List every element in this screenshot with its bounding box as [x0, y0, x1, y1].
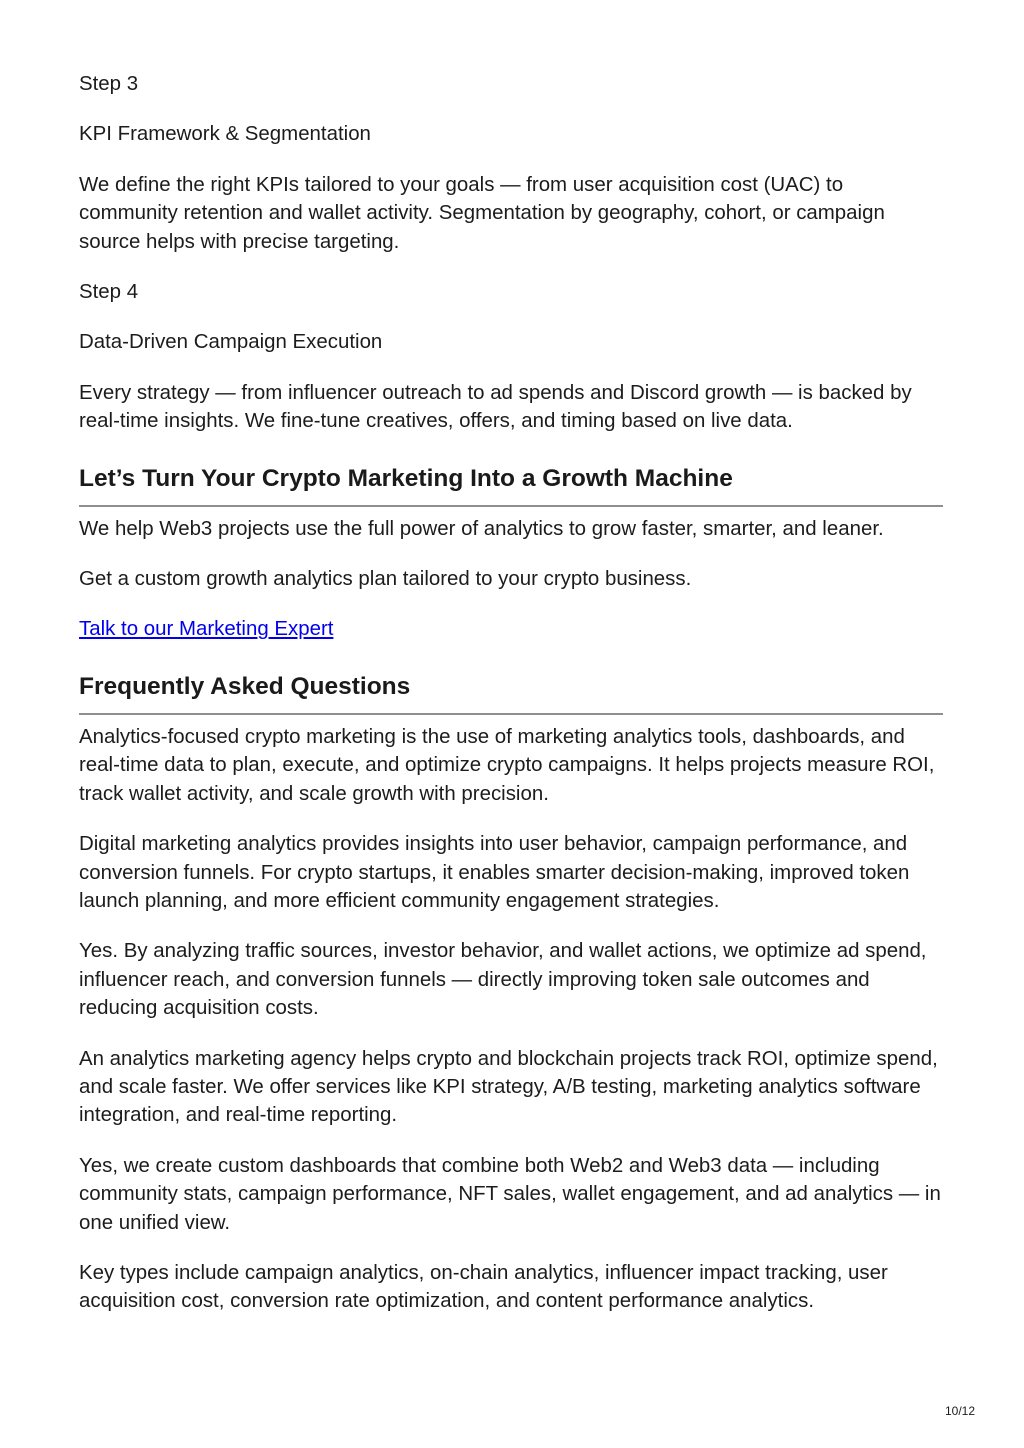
talk-to-marketing-expert-link[interactable]: Talk to our Marketing Expert [79, 617, 334, 641]
cta-link-row [79, 615, 943, 643]
faq-answer: Yes. By analyzing traffic sources, investor behavior, and wallet actions, we optimize ad spend, influencer reach, and conversion funnels — directly improving token sale outcomes and reducing acquisition costs. [79, 939, 927, 1020]
step-description: Every strategy — from influencer outreach to ad spends and Discord growth — is backed by real-time insights. We fine-tune creatives, offers, and timing based on live data. [79, 380, 912, 433]
faq-answer: Yes, we create custom dashboards that combine both Web2 and Web3 data — including community stats, campaign performance, NFT sales, wallet engagement, and ad analytics — in one unified view. [79, 1153, 941, 1234]
cta-offer: Get a custom growth analytics plan tailored to your crypto business. [79, 567, 692, 591]
step-label: Step 3 [79, 72, 139, 95]
page-number-indicator: 10/12 [944, 1404, 975, 1418]
faq-answer: Key types include campaign analytics, on-chain analytics, influencer impact tracking, user acquisition cost, conversion rate optimization, and content performance analytics. [79, 1260, 888, 1313]
faq-heading: Frequently Asked Questions [79, 670, 943, 715]
faq-answer: An analytics marketing agency helps crypto and blockchain projects track ROI, optimize spend, and scale faster. We offer services like KPI strategy, A/B testing, marketing analytics software integration, and real-time reporting. [79, 1046, 938, 1127]
step-description: We define the right KPIs tailored to your goals — from user acquisition cost (UAC) to community retention and wallet activity. Segmentation by geography, cohort, or campaign source helps with precise targeting. [79, 172, 885, 253]
cta-heading: Let’s Turn Your Crypto Marketing Into a Growth Machine [79, 462, 943, 507]
process-step-4 [79, 278, 943, 436]
cta-intro: We help Web3 projects use the full power of analytics to grow faster, smarter, and leaner. [79, 516, 884, 540]
faq-section [79, 670, 943, 1316]
process-step-3 [79, 70, 943, 256]
cta-section [79, 462, 943, 644]
faq-answer: Digital marketing analytics provides insights into user behavior, campaign performance, and conversion funnels. For crypto startups, it enables smarter decision-making, improved token launch planning, and more efficient community engagement strategies. [79, 832, 910, 912]
faq-answer: Analytics-focused crypto marketing is the use of marketing analytics tools, dashboards, and real-time data to plan, execute, and optimize crypto campaigns. It helps projects measure ROI, track wallet activity, and scale growth with precision. [79, 724, 935, 805]
step-title: Data-Driven Campaign Execution [79, 330, 383, 354]
step-label: Step 4 [79, 280, 139, 304]
step-title: KPI Framework & Segmentation [79, 122, 371, 146]
